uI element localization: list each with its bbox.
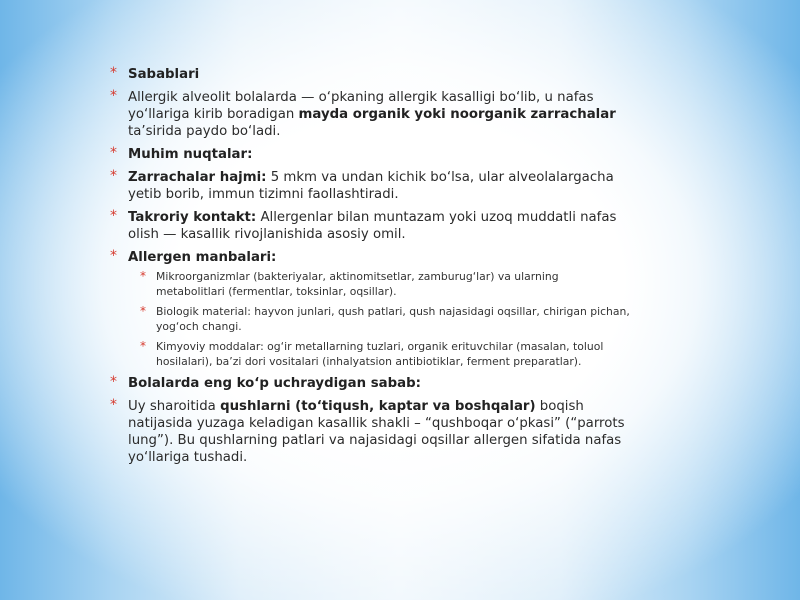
qushlar-text: Uy sharoitida bbox=[128, 399, 221, 414]
list-item-zarrachalar bbox=[110, 169, 630, 203]
qushlar-text-end: boqish natijasida yuzaga keladigan kasallik shakli – “qushboqar o‘pkasi” (“parrots lung”). Bu qushlarning patlari va najasidagi oqsillar allergen sifatida nafas yo‘llariga tushadi. bbox=[128, 399, 625, 465]
list-item-definition bbox=[110, 89, 630, 140]
takroriy-text: Allergenlar bilan muntazam yoki uzoq muddatli nafas olish — kasallik rivojlanishida asosiy omil. bbox=[128, 210, 617, 242]
asterisk-icon: * bbox=[110, 208, 117, 224]
allergen-sub-list bbox=[140, 270, 630, 369]
asterisk-icon: * bbox=[110, 397, 117, 413]
sub-item-text: Mikroorganizmlar (bakteriyalar, aktinomitsetlar, zamburug‘lar) va ularning metabolitlari (fermentlar, toksinlar, oqsillar). bbox=[156, 270, 559, 298]
sub-item-mikroorganizmlar bbox=[140, 270, 630, 299]
asterisk-icon: * bbox=[140, 339, 146, 353]
bullet-list bbox=[110, 66, 630, 466]
list-item-qushlar bbox=[110, 398, 630, 466]
sub-item-text: Kimyoviy moddalar: og‘ir metallarning tuzlari, organik erituvchilar (masalan, toluol hosilalari), ba’zi dori vositalari (inhalyatsion antibiotiklar, ferment preparatlar). bbox=[156, 340, 604, 368]
asterisk-icon: * bbox=[110, 88, 117, 104]
heading-muhim-nuqtalar: Muhim nuqtalar: bbox=[128, 147, 253, 162]
heading-allergen-manbalari: Allergen manbalari: bbox=[128, 250, 277, 265]
sub-item-text: Biologik material: hayvon junlari, qush patlari, qush najasidagi oqsillar, chirigan pichan, yog‘och changi. bbox=[156, 305, 630, 333]
asterisk-icon: * bbox=[110, 145, 117, 161]
sub-item-biologik bbox=[140, 305, 630, 334]
list-item-sabablari bbox=[110, 66, 630, 83]
heading-bolalarda: Bolalarda eng ko‘p uchraydigan sabab: bbox=[128, 376, 421, 391]
heading-sabablari: Sabablari bbox=[128, 67, 200, 82]
list-item-allergen bbox=[110, 249, 630, 369]
asterisk-icon: * bbox=[140, 304, 146, 318]
qushlar-bold: qushlarni (to‘tiqush, kaptar va boshqalar) bbox=[220, 399, 536, 414]
definition-text: Allergik alveolit bolalarda — o‘pkaning allergik kasalligi bo‘lib, u nafas yo‘llariga kirib boradigan bbox=[128, 90, 594, 122]
list-item-muhim bbox=[110, 146, 630, 163]
list-item-takroriy bbox=[110, 209, 630, 243]
zarrachalar-text: 5 mkm va undan kichik bo‘lsa, ular alveolalargacha yetib borib, immun tizimni faollashtiradi. bbox=[128, 170, 614, 202]
list-item-bolalarda bbox=[110, 375, 630, 392]
sub-item-kimyoviy bbox=[140, 340, 630, 369]
asterisk-icon: * bbox=[110, 374, 117, 390]
asterisk-icon: * bbox=[110, 65, 117, 81]
asterisk-icon: * bbox=[110, 168, 117, 184]
asterisk-icon: * bbox=[140, 269, 146, 283]
slide-content bbox=[110, 66, 630, 472]
zarrachalar-label: Zarrachalar hajmi: bbox=[128, 170, 267, 185]
asterisk-icon: * bbox=[110, 248, 117, 264]
takroriy-label: Takroriy kontakt: bbox=[128, 210, 257, 225]
definition-bold: mayda organik yoki noorganik zarrachalar bbox=[298, 107, 616, 122]
definition-text-end: ta’sirida paydo bo‘ladi. bbox=[128, 124, 281, 139]
